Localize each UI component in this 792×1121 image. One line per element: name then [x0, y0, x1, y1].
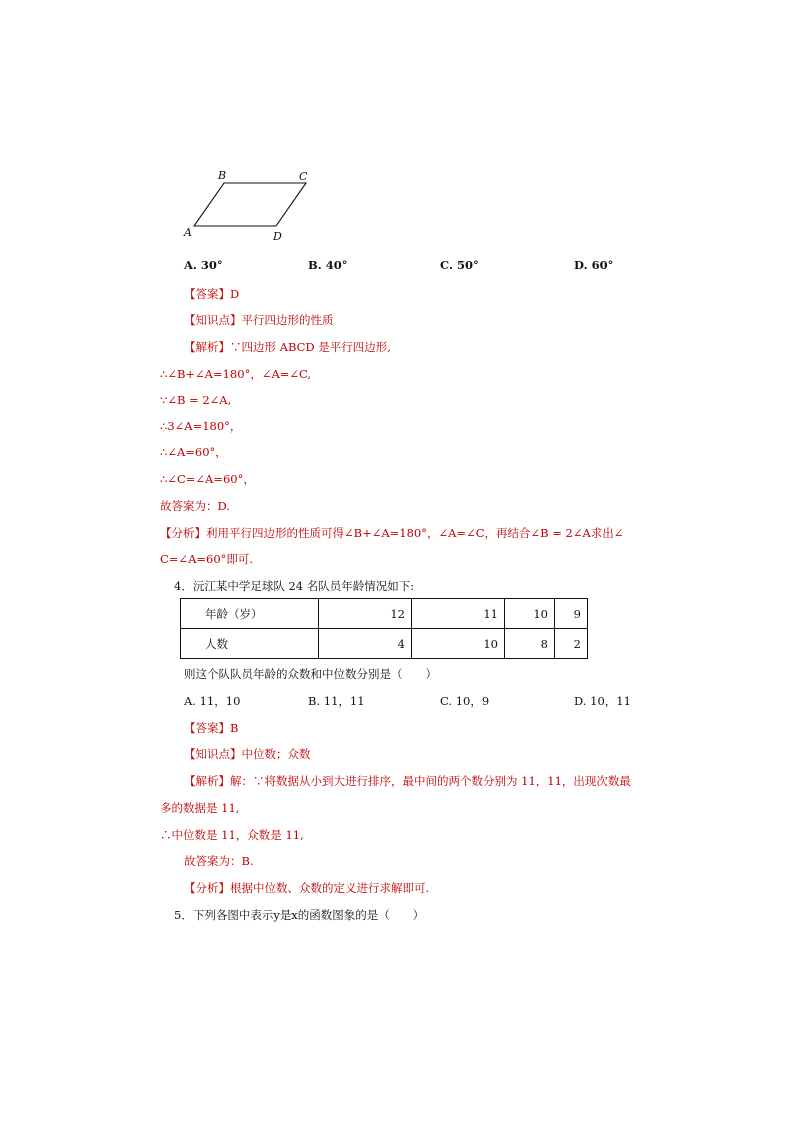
- vertex-label-c: C: [299, 170, 308, 183]
- table-cell: 11: [412, 599, 505, 629]
- vertex-label-b: B: [218, 169, 227, 182]
- table-cell: 10: [505, 599, 555, 629]
- q3-answer: 【答案】D: [184, 287, 240, 301]
- parallelogram-svg: [178, 168, 318, 244]
- q3-conclusion: 故答案为：D.: [160, 499, 230, 513]
- q3-analysis-line-1: 【解析】∵四边形 ABCD 是平行四边形,: [184, 340, 391, 354]
- table-cell: 10: [412, 629, 505, 659]
- vertex-label-a: A: [184, 226, 192, 239]
- table-row: [181, 629, 588, 659]
- age-table: [180, 598, 588, 659]
- q3-knowledge-point: 【知识点】平行四边形的性质: [184, 313, 334, 327]
- q3-option-c: C. 50°: [440, 258, 479, 272]
- table-cell: 年龄（岁）: [181, 599, 319, 629]
- q3-analysis-line-4: ∴3∠A=180°，: [160, 419, 242, 433]
- q4-stem: 4．沅江某中学足球队 24 名队员年龄情况如下:: [174, 579, 415, 593]
- q3-option-b: B. 40°: [308, 258, 348, 272]
- parallelogram-figure: [178, 168, 318, 244]
- q3-option-d: D. 60°: [574, 258, 614, 272]
- q4-analysis-line-3: ∴中位数是 11，众数是 11,: [160, 828, 304, 842]
- q4-review: 【分析】根据中位数、众数的定义进行求解即可.: [184, 881, 430, 895]
- table-cell: 4: [319, 629, 412, 659]
- q4-answer: 【答案】B: [184, 721, 239, 735]
- q4-option-c: C. 10，9: [440, 694, 490, 708]
- table-cell: 8: [505, 629, 555, 659]
- q4-question: 则这个队队员年龄的众数和中位数分别是（ ）: [184, 667, 437, 681]
- q3-analysis-line-5: ∴∠A=60°，: [160, 445, 227, 459]
- q3-analysis-line-3: ∵∠B = 2∠A,: [160, 393, 232, 407]
- q3-option-a: A. 30°: [184, 258, 223, 272]
- table-cell: 人数: [181, 629, 319, 659]
- q4-option-b: B. 11，11: [308, 694, 365, 708]
- table-row: [181, 599, 588, 629]
- q4-option-a: A. 11，10: [184, 694, 241, 708]
- q4-conclusion: 故答案为：B.: [184, 854, 254, 868]
- table-cell: 12: [319, 599, 412, 629]
- vertex-label-d: D: [273, 230, 282, 243]
- q4-analysis-line-2: 多的数据是 11,: [160, 801, 240, 815]
- q4-option-d: D. 10，11: [574, 694, 631, 708]
- q4-knowledge-point: 【知识点】中位数；众数: [184, 747, 311, 761]
- table-cell: 2: [555, 629, 588, 659]
- parallelogram-shape: [194, 183, 306, 226]
- table-cell: 9: [555, 599, 588, 629]
- q4-analysis-line-1: 【解析】解：∵将数据从小到大进行排序，最中间的两个数分别为 11，11，出现次数最: [184, 774, 631, 788]
- q3-review-line-2: C=∠A=60°即可.: [160, 552, 254, 566]
- q3-analysis-line-6: ∴∠C=∠A=60°，: [160, 472, 255, 486]
- q3-analysis-line-2: ∴∠B+∠A=180°，∠A=∠C,: [160, 367, 312, 381]
- q3-review-line-1: 【分析】利用平行四边形的性质可得∠B+∠A=180°，∠A=∠C，再结合∠B = 2∠A求出∠: [160, 526, 624, 540]
- q5-stem: 5．下列各图中表示y是x的函数图象的是（ ）: [174, 908, 425, 922]
